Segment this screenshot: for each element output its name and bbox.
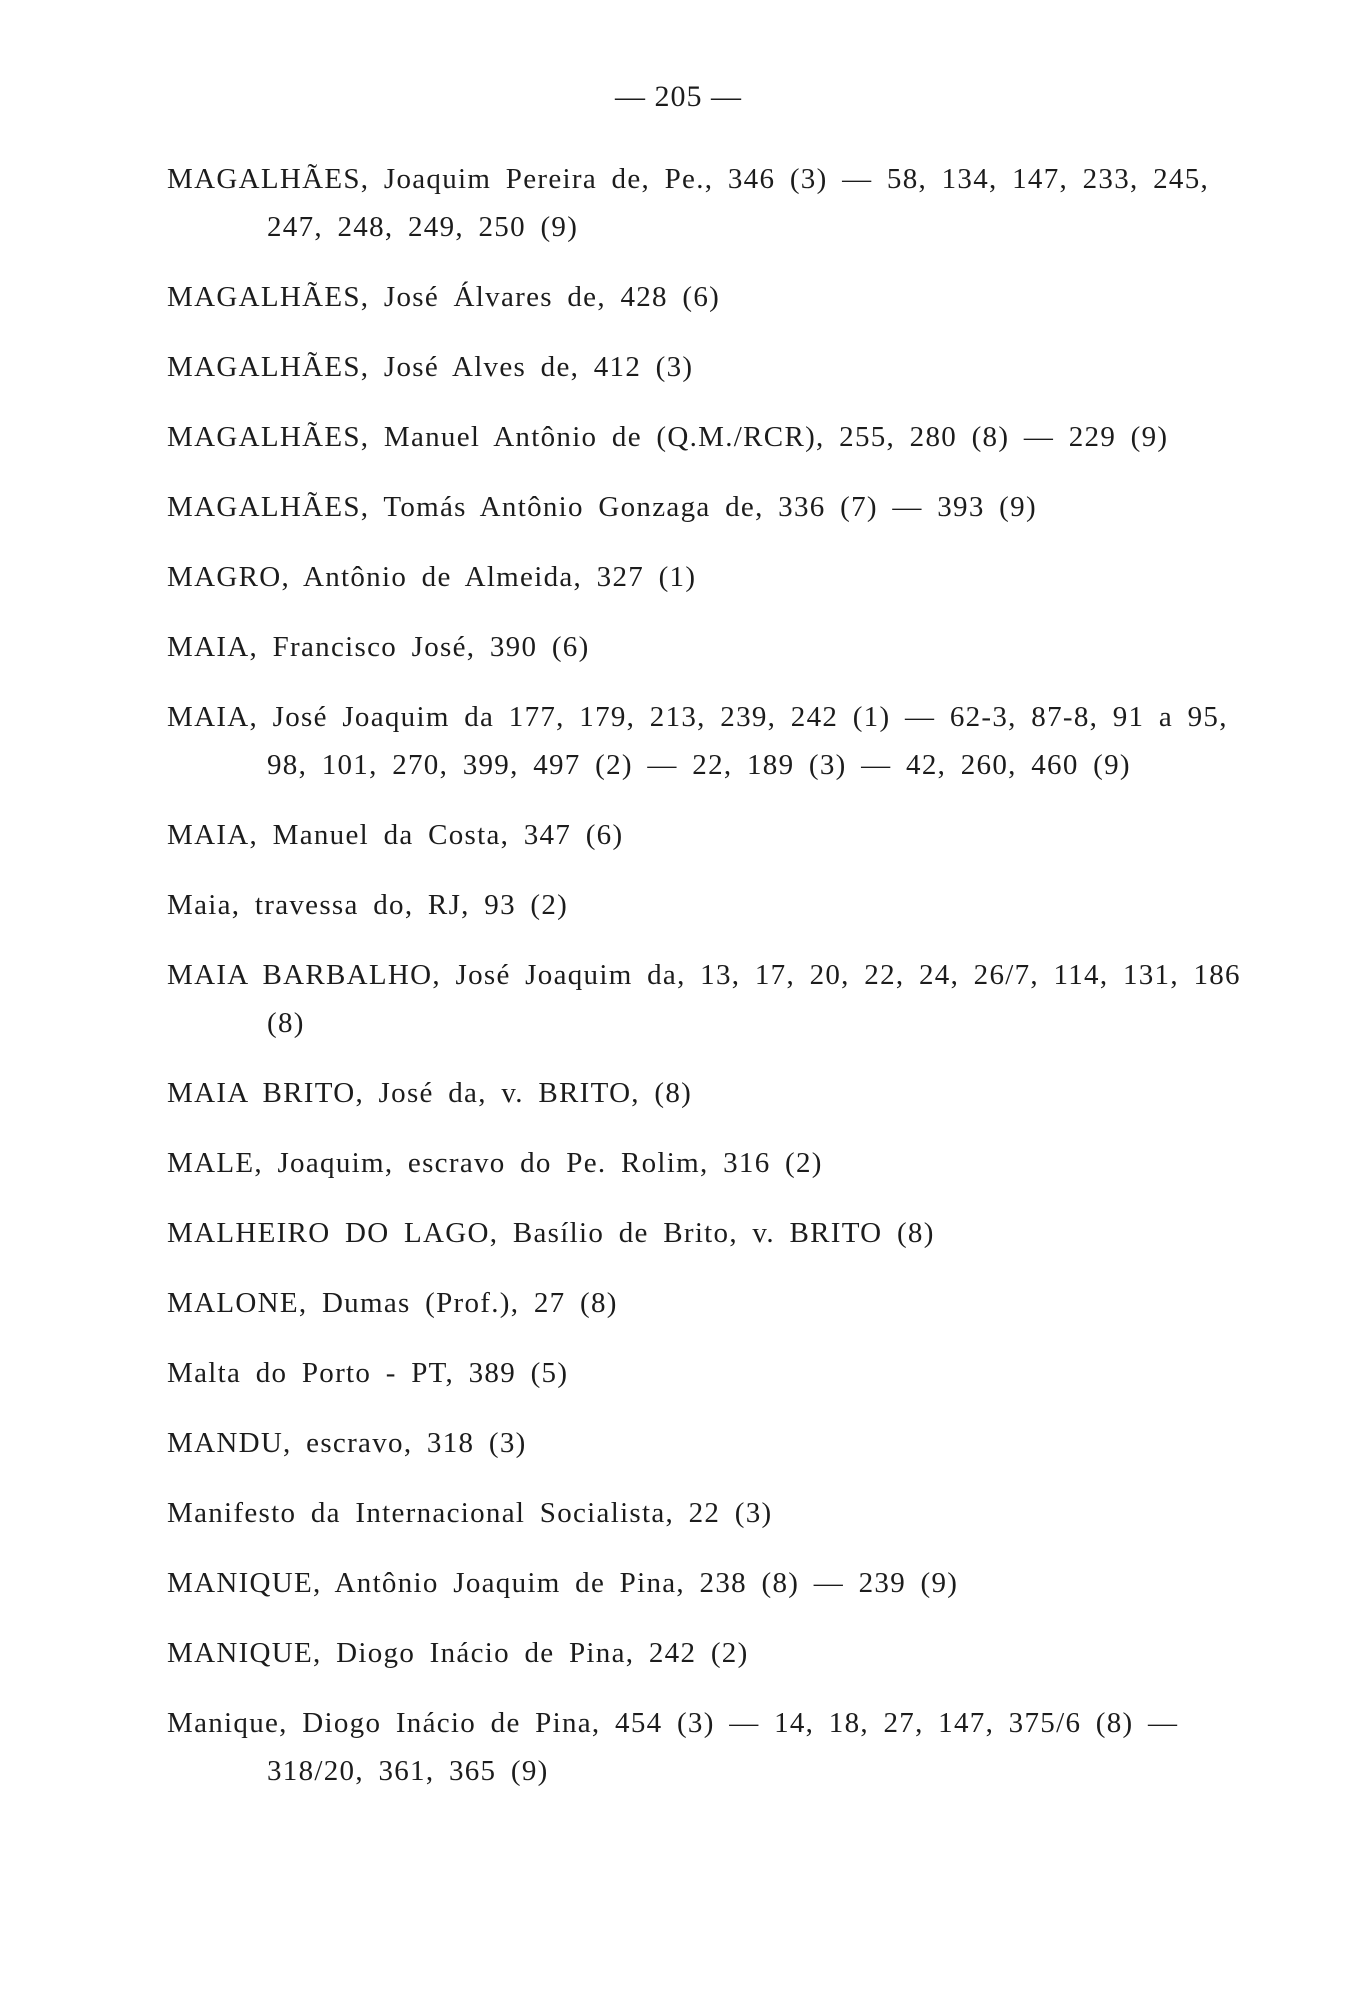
- index-entry: MAGALHÃES, José Álvares de, 428 (6): [167, 281, 721, 313]
- index-entry: Maia, travessa do, RJ, 93 (2): [167, 889, 569, 921]
- index-entry: MALONE, Dumas (Prof.), 27 (8): [167, 1287, 618, 1319]
- index-entry: Manique, Diogo Inácio de Pina, 454 (3) — 14, 18, 27, 147, 375/6 (8) — 318/20, 361, 365 (9): [167, 1707, 1179, 1787]
- index-entry: MANIQUE, Antônio Joaquim de Pina, 238 (8) — 239 (9): [167, 1567, 959, 1599]
- index-entry: MAGALHÃES, Tomás Antônio Gonzaga de, 336 (7) — 393 (9): [167, 491, 1037, 523]
- index-entry: MAGALHÃES, José Alves de, 412 (3): [167, 351, 694, 383]
- index-entry: MAIA, José Joaquim da 177, 179, 213, 239, 242 (1) — 62-3, 87-8, 91 a 95, 98, 101, 270, 399, 497 (2) — 22, 189 (3) — 42, 260, 460 (9): [167, 701, 1228, 781]
- index-entry: MALE, Joaquim, escravo do Pe. Rolim, 316 (2): [167, 1147, 823, 1179]
- index-entries: [167, 155, 1242, 1817]
- index-entry: MAIA, Manuel da Costa, 347 (6): [167, 819, 624, 851]
- index-entry: MAGALHÃES, Manuel Antônio de (Q.M./RCR), 255, 280 (8) — 229 (9): [167, 421, 1169, 453]
- index-entry: MAIA BARBALHO, José Joaquim da, 13, 17, 20, 22, 24, 26/7, 114, 131, 186 (8): [167, 959, 1241, 1039]
- index-entry: MANDU, escravo, 318 (3): [167, 1427, 527, 1459]
- page-number: — 205 —: [615, 80, 742, 113]
- index-entry: MAIA, Francisco José, 390 (6): [167, 631, 590, 663]
- index-entry: MAGRO, Antônio de Almeida, 327 (1): [167, 561, 697, 593]
- index-entry: MALHEIRO DO LAGO, Basílio de Brito, v. BRITO (8): [167, 1217, 935, 1249]
- index-entry: MANIQUE, Diogo Inácio de Pina, 242 (2): [167, 1637, 749, 1669]
- index-entry: Manifesto da Internacional Socialista, 22 (3): [167, 1497, 773, 1529]
- index-entry: Malta do Porto - PT, 389 (5): [167, 1357, 569, 1389]
- index-entry: MAIA BRITO, José da, v. BRITO, (8): [167, 1077, 693, 1109]
- index-entry: MAGALHÃES, Joaquim Pereira de, Pe., 346 (3) — 58, 134, 147, 233, 245, 247, 248, 249, 250 (9): [167, 163, 1210, 243]
